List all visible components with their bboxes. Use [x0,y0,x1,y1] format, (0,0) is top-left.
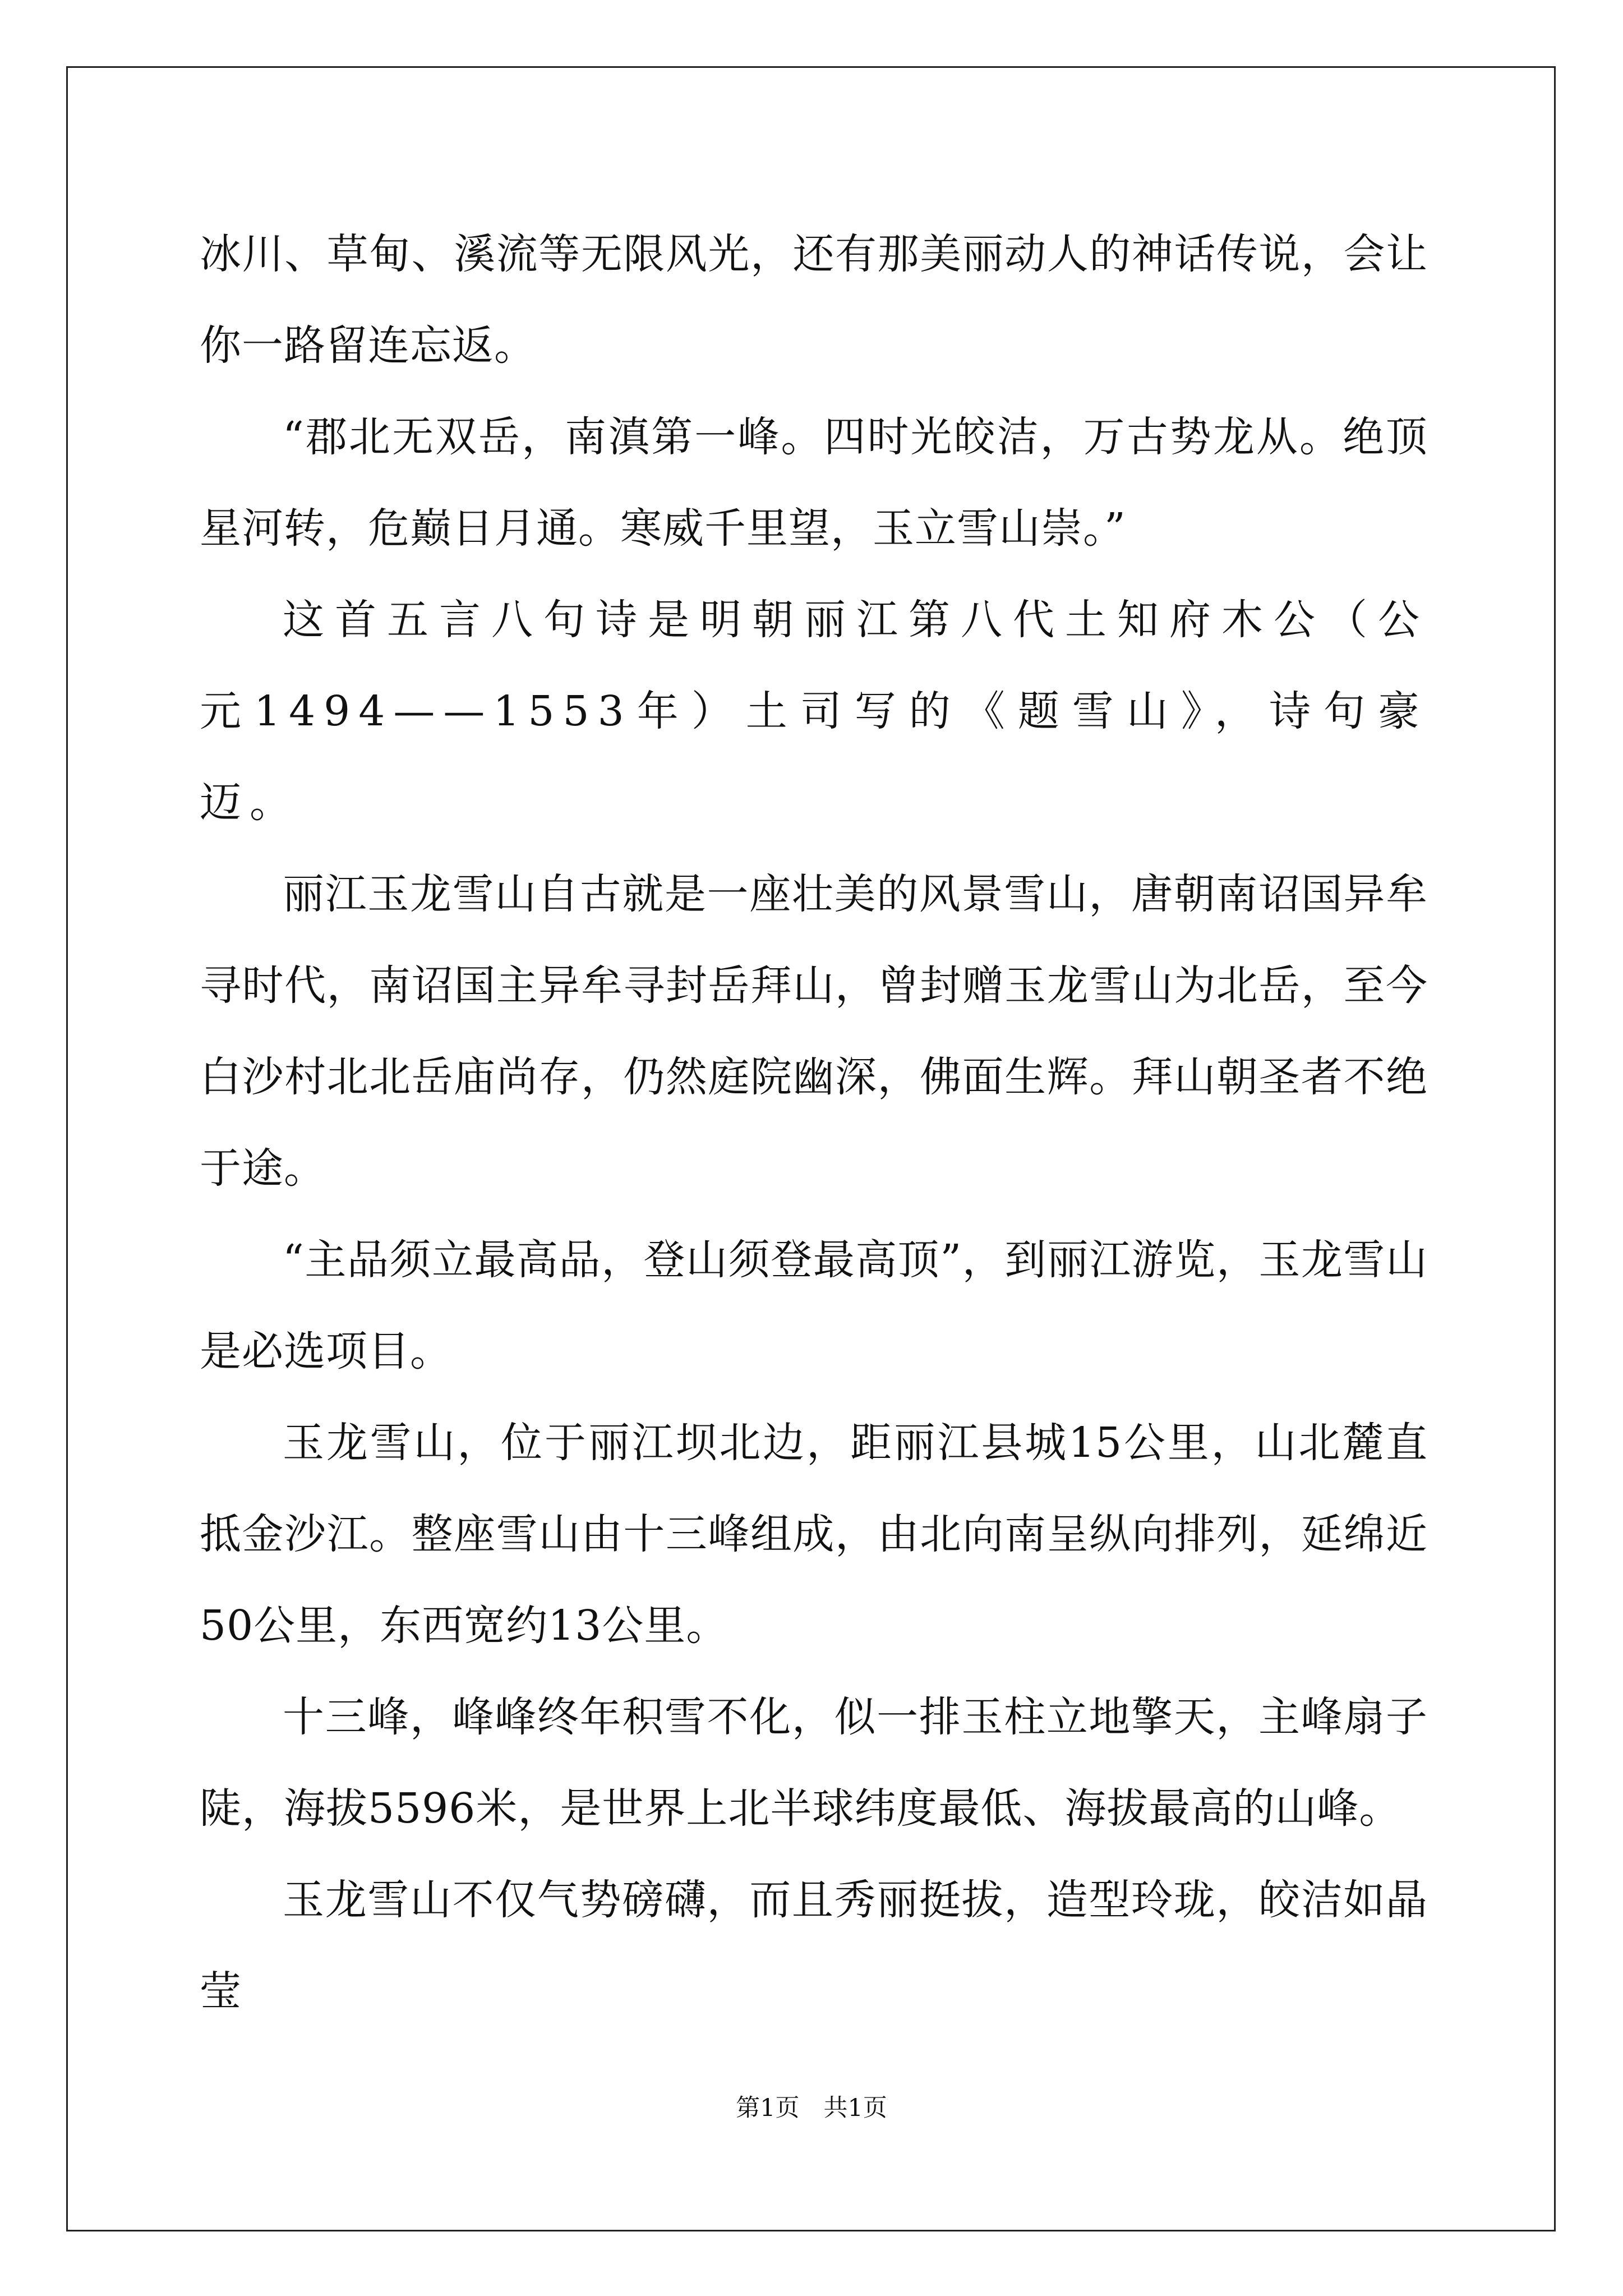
document-body [200,209,1428,2037]
paragraph-3: 这首五言八句诗是明朝丽江第八代土知府木公（公元1494——1553年）土司写的《题雪山》，诗句豪迈。 [200,596,1428,827]
paragraph-6: 玉龙雪山，位于丽江坝北边，距丽江县城15公里，山北麓直抵金沙江。整座雪山由十三峰组成，由北向南呈纵向排列，延绵近50公里，东西宽约13公里。 [200,1419,1428,1650]
paragraph-7: 十三峰，峰峰终年积雪不化，似一排玉柱立地擎天，主峰扇子陡，海拔5596米，是世界上北半球纬度最低、海拔最高的山峰。 [200,1693,1428,1833]
page-number: 第1页 共1页 [736,2094,887,2122]
paragraph-8: 玉龙雪山不仅气势磅礴，而且秀丽挺拔，造型玲珑，皎洁如晶莹 [200,1876,1428,2016]
paragraph-4: 丽江玉龙雪山自古就是一座壮美的风景雪山，唐朝南诏国异牟寻时代，南诏国主异牟寻封岳拜山，曾封赠玉龙雪山为北岳，至今白沙村北北岳庙尚存，仍然庭院幽深，佛面生辉。拜山朝圣者不绝于途。 [200,870,1428,1193]
paragraph-5: “主品须立最高品，登山须登最高顶”，到丽江游览，玉龙雪山是必选项目。 [200,1236,1428,1375]
paragraph-2: “郡北无双岳，南滇第一峰。四时光皎洁，万古势龙从。绝顶星河转，危巅日月通。寒威千里望，玉立雪山崇。” [200,413,1428,553]
paragraph-1: 冰川、草甸、溪流等无限风光，还有那美丽动人的神话传说，会让你一路留连忘返。 [200,230,1428,370]
